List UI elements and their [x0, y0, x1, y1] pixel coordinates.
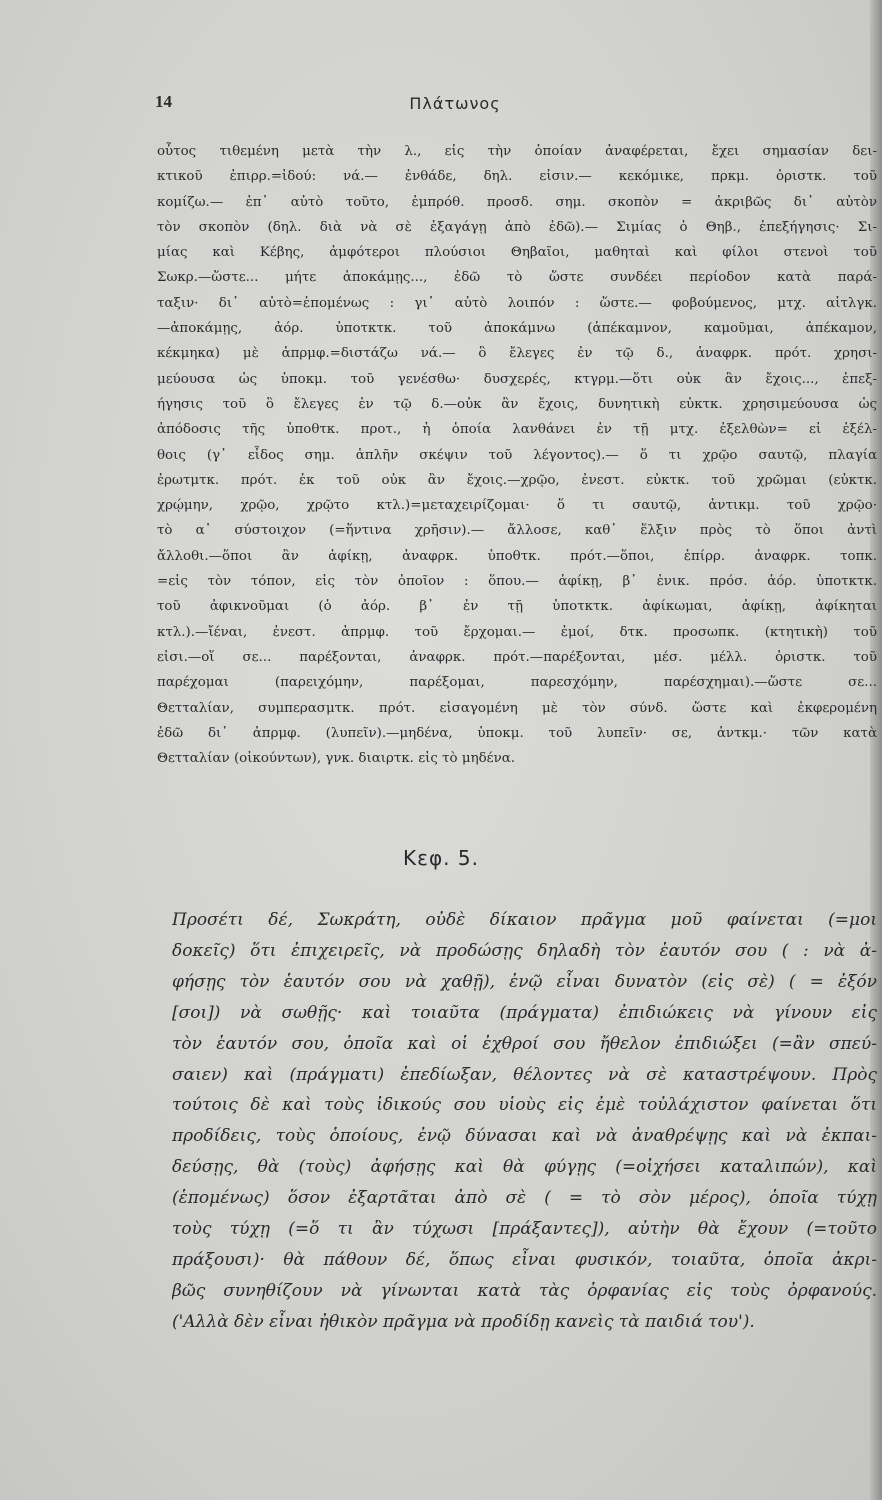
- translation-line: προδίδεις, τοὺς ὁποίους, ἐνῷ δύνασαι καὶ νὰ ἀναθρέψῃς καὶ νὰ ἐκπαι-: [172, 1126, 877, 1147]
- translation-line: δεύσῃς, θὰ (τοὺς) ἀφήσῃς καὶ θὰ φύγῃς (=οἰχήσει καταλιπών), καὶ: [172, 1157, 877, 1178]
- commentary-line: μίας καὶ Κέβης, ἀμφότεροι πλούσιοι Θηβαῖοι, μαθηταὶ καὶ φίλοι στενοὶ τοῦ: [157, 245, 877, 261]
- commentary-line: εἰσι.—οἵ σε... παρέξονται, ἀναφρκ. πρότ.—παρέξονται, μέσ. μέλλ. ὁριστκ. τοῦ: [157, 649, 877, 665]
- commentary-line: ἐδῶ δι᾽ ἀπρμφ. (λυπεῖν).—μηδένα, ὑποκμ. τοῦ λυπεῖν· σε, ἀντκμ.· τῶν κατὰ: [157, 725, 877, 741]
- translation-line: τούτοις δὲ καὶ τοὺς ἰδικούς σου υἱοὺς εἰς ἐμὲ τοὐλάχιστον φαίνεται ὅτι: [172, 1095, 877, 1116]
- translation-line: σαιεν) καὶ (πράγματι) ἐπεδίωξαν, θέλοντες νὰ σὲ καταστρέψουν. Πρὸς: [172, 1064, 877, 1085]
- commentary-line: ἀπόδοσις τῆς ὑποθτκ. προτ., ἡ ὁποία λανθάνει ἐν τῇ μτχ. ἐξελθὼν= εἰ ἐξέλ-: [157, 422, 877, 438]
- commentary-line: Θετταλίαν, συμπερασμτκ. πρότ. εἰσαγομένη μὲ τὸν σύνδ. ὥστε καὶ ἐκφερομένη: [157, 700, 877, 716]
- commentary-line: ἄλλοθι.—ὅποι ἂν ἀφίκῃ, ἀναφρκ. ὑποθτκ. πρότ.—ὅποι, ἐπίρρ. ἀναφρκ. τοπκ.: [157, 548, 877, 564]
- commentary-line: ήγησις τοῦ ὃ ἔλεγες ἐν τῷ δ.—οὐκ ἂν ἔχοις, δυνητικὴ εὐκτκ. χρησιμεύουσα ὡς: [157, 396, 877, 412]
- translation-line: [σοι]) νὰ σωθῇς· καὶ τοιαῦτα (πράγματα) ἐπιδιώκεις νὰ γίνουν εἰς: [172, 1002, 877, 1023]
- commentary-line: οὗτος τιθεμένη μετὰ τὴν λ., εἰς τὴν ὁποίαν ἀναφέρεται, ἔχει σημασίαν δει-: [157, 144, 877, 159]
- commentary-line: —ἀποκάμῃς, ἀόρ. ὑποτκτκ. τοῦ ἀποκάμνω (ἀπέκαμνον, καμοῦμαι, ἀπέκαμον,: [157, 321, 877, 337]
- commentary-line: κομίζω.— ἐπ᾽ αὐτὸ τοῦτο, ἐμπρόθ. προσδ. σημ. σκοπὸν = ἀκριβῶς δι᾽ αὐτὸν: [157, 194, 877, 210]
- chapter-heading: Κεφ. 5.: [403, 846, 479, 870]
- commentary-line: παρέχομαι (παρειχόμην, παρέξομαι, παρεσχόμην, παρέσχημαι).—ὥστε σε...: [157, 675, 877, 691]
- commentary-line: τοῦ ἀφικνοῦμαι (ὁ ἀόρ. β᾽ ἐν τῇ ὑποτκτκ. ἀφίκωμαι, ἀφίκῃ, ἀφίκηται: [157, 599, 877, 615]
- translation-line: πράξουσι)· θὰ πάθουν δέ, ὅπως εἶναι φυσικόν, τοιαῦτα, ὁποῖα ἀκρι-: [172, 1249, 877, 1270]
- translation-line: τὸν ἑαυτόν σου, ὁποῖα καὶ οἱ ἐχθροί σου ἤθελον ἐπιδιώξει (=ἂν σπεύ-: [172, 1033, 877, 1054]
- translation-line: τοὺς τύχῃ (=ὅ τι ἂν τύχωσι [πράξαντες]), αὐτὴν θὰ ἔχουν (=τοῦτο: [172, 1219, 877, 1240]
- commentary-line: τὸν σκοπὸν (δηλ. διὰ νὰ σὲ ἐξαγάγῃ ἀπὸ ἐδῶ).— Σιμίας ὁ Θηβ., ἐπεξήγησις· Σι-: [157, 219, 877, 235]
- page-number: 14: [155, 92, 172, 111]
- commentary-line: ἐρωτμτκ. πρότ. ἐκ τοῦ οὐκ ἂν ἔχοις.—χρῷο, ἐνεστ. εὐκτκ. τοῦ χρῶμαι (εὐκτκ.: [157, 472, 877, 488]
- translation-line: ('Αλλὰ δὲν εἶναι ἠθικὸν πρᾶγμα νὰ προδίδῃ κανεὶς τὰ παιδιά του').: [172, 1311, 755, 1332]
- translation-line: βῶς συνηθίζουν νὰ γίνωνται κατὰ τὰς ὀρφανίας εἰς τοὺς ὀρφανούς.: [172, 1280, 877, 1301]
- commentary-line: κτλ.).—ἴέναι, ἐνεστ. ἀπρμφ. τοῦ ἔρχομαι.— ἐμοί, δτκ. προσωπκ. (κτητικὴ) τοῦ: [157, 624, 877, 640]
- translation-line: Προσέτι δέ, Σωκράτη, οὐδὲ δίκαιον πρᾶγμα μοῦ φαίνεται (=μοι: [172, 910, 877, 930]
- commentary-line: Θετταλίαν (οἰκούντων), γνκ. διαιρτκ. εἰς τὸ μηδένα.: [157, 751, 516, 767]
- page-header: [155, 92, 755, 122]
- translation-line: (ἑπομένως) ὅσον ἐξαρτᾶται ἀπὸ σὲ ( = τὸ σὸν μέρος), ὁποῖα τύχῃ: [172, 1188, 877, 1209]
- translation-line: δοκεῖς) ὅτι ἐπιχειρεῖς, νὰ προδώσῃς δηλαδὴ τὸν ἑαυτόν σου ( : νὰ ἀ-: [172, 940, 877, 961]
- commentary-line: χρῴμην, χρῷο, χρῷτο κτλ.)=μεταχειρίζομαι· ὅ τι σαυτῷ, ἀντικμ. τοῦ χρῷο·: [157, 498, 877, 514]
- commentary-notes: [157, 139, 877, 771]
- commentary-line: τὸ α᾽ σύστοιχον (=ἥντινα χρῆσιν).— ἄλλοσε, καθ᾽ ἕλξιν πρὸς τὸ ὅποι ἀντὶ: [157, 523, 877, 539]
- commentary-line: κέκμηκα) μὲ ἀπρμφ.=διστάζω νά.— ὃ ἔλεγες ἐν τῷ δ., ἀναφρκ. πρότ. χρησι-: [157, 346, 877, 362]
- commentary-line: ταξιν· δι᾽ αὐτὸ=ἑπομένως : γι᾽ αὐτὸ λοιπόν : ὥστε.— φοβούμενος, μτχ. αἰτλγκ.: [157, 295, 877, 311]
- translation-line: φήσῃς τὸν ἑαυτόν σου νὰ χαθῇ), ἐνῷ εἶναι δυνατὸν (εἰς σὲ) ( = ἐξόν: [172, 971, 877, 992]
- commentary-line: μεύουσα ὡς ὑποκμ. τοῦ γενέσθω· δυσχερές, κτγρμ.—ὅτι οὐκ ἂν ἔχοις..., ἐπεξ-: [157, 371, 877, 387]
- commentary-line: θοις (γ᾽ εἶδος σημ. ἁπλῆν σκέψιν τοῦ λέγοντος).— ὅ τι χρῷο σαυτῷ, πλαγία: [157, 447, 877, 463]
- commentary-line: κτικοῦ ἐπιρρ.=ἰδού: νά.— ἐνθάδε, δηλ. εἰσιν.— κεκόμικε, πρκμ. ὁριστκ. τοῦ: [157, 169, 877, 185]
- translation-text: [172, 905, 877, 1338]
- running-title: Πλάτωνος: [409, 94, 501, 113]
- commentary-line: =εἰς τὸν τόπον, εἰς τὸν ὁποῖον : ὅπου.— ἀφίκῃ, β᾽ ἑνικ. πρόσ. ἀόρ. ὑποτκτκ.: [157, 574, 877, 590]
- commentary-line: Σωκρ.—ὥστε... μήτε ἀποκάμῃς..., ἐδῶ τὸ ὥστε συνδέει περίοδον κατὰ παρά-: [157, 270, 877, 286]
